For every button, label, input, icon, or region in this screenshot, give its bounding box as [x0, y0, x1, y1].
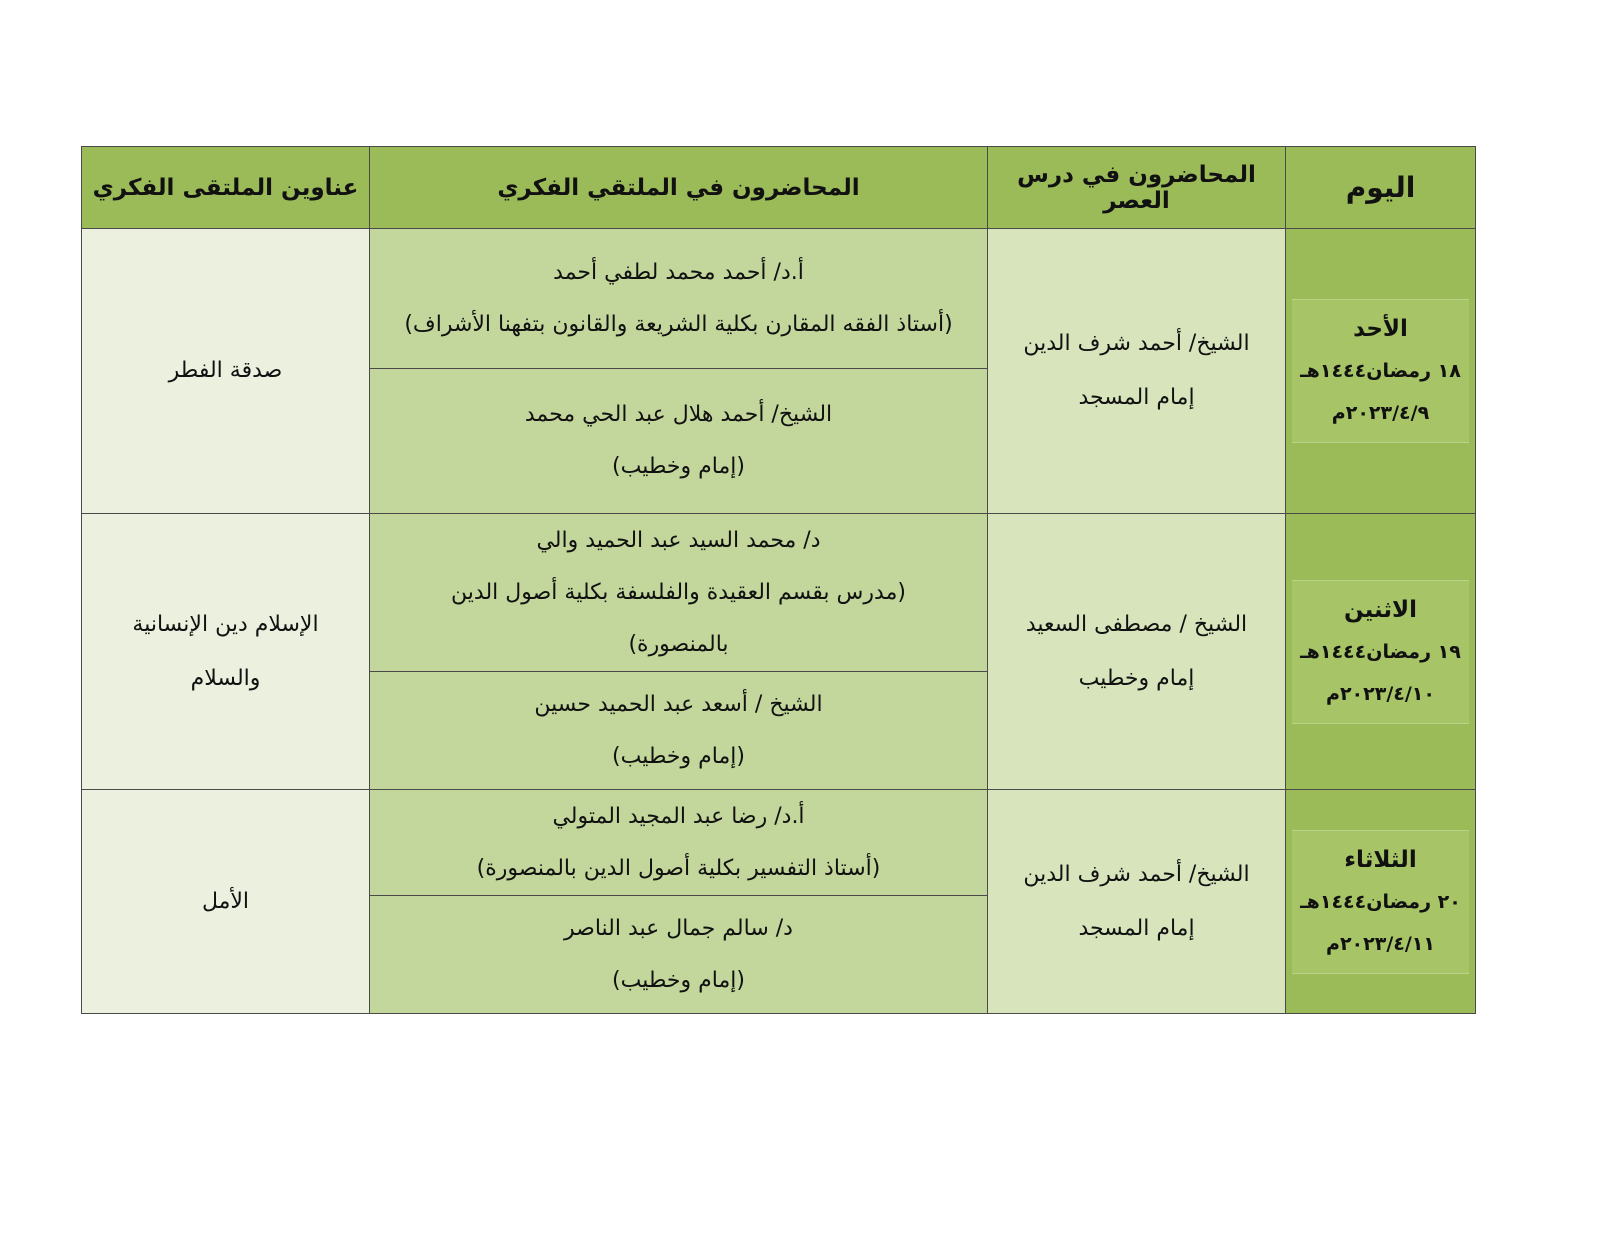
forum-lecturer-name: د/ سالم جمال عبد الناصر: [564, 915, 793, 941]
forum-title-cont: والسلام: [190, 665, 261, 691]
forum-lecturer-cell: [370, 672, 988, 790]
forum-lecturer-cell: [370, 790, 988, 896]
forum-lecturer-role: (إمام وخطيب): [612, 967, 745, 993]
day-name: الاثنين: [1343, 596, 1418, 623]
asr-lecturer-cell: [988, 229, 1286, 514]
forum-lecturer-role: (أستاذ التفسير بكلية أصول الدين بالمنصورة): [476, 855, 881, 881]
day-cell: [1286, 790, 1476, 1014]
forum-lecturer-role-cont: بالمنصورة): [628, 631, 729, 657]
forum-lecturer-cell: [370, 369, 988, 514]
forum-lecturer-name: الشيخ / أسعد عبد الحميد حسين: [534, 691, 823, 717]
forum-title-cell: [82, 229, 370, 514]
forum-lecturer-role: (أستاذ الفقه المقارن بكلية الشريعة والقانون بتفهنا الأشراف): [404, 311, 953, 337]
forum-lecturer-name: أ.د/ أحمد محمد لطفي أحمد: [553, 259, 804, 285]
header-day: اليوم: [1286, 147, 1476, 229]
gregorian-date: ٢٠٢٣/٤/٩م: [1331, 402, 1430, 424]
table-row: [82, 514, 1476, 672]
forum-lecturer-role: (إمام وخطيب): [612, 743, 745, 769]
schedule-table: [81, 146, 1476, 1014]
day-name: الثلاثاء: [1344, 846, 1417, 873]
asr-lecturer-role: إمام المسجد: [1078, 385, 1195, 410]
forum-lecturer-role: (مدرس بقسم العقيدة والفلسفة بكلية أصول الدين: [451, 579, 906, 605]
gregorian-date: ٢٠٢٣/٤/١١م: [1326, 932, 1435, 955]
asr-lecturer-cell: [988, 790, 1286, 1014]
forum-title-cell: [82, 790, 370, 1014]
asr-lecturer-name: الشيخ/ أحمد شرف الدين: [1023, 331, 1250, 356]
gregorian-date: ٢٠٢٣/٤/١٠م: [1326, 682, 1435, 705]
header-forum-titles: عناوين الملتقى الفكري: [82, 147, 370, 229]
forum-lecturer-name: الشيخ/ أحمد هلال عبد الحي محمد: [524, 402, 833, 427]
forum-lecturer-role: (إمام وخطيب): [612, 454, 745, 479]
table-row: [82, 790, 1476, 896]
header-asr-lecturers: المحاضرون في درس العصر: [988, 147, 1286, 229]
asr-lecturer-role: إمام وخطيب: [1078, 665, 1195, 691]
forum-title: صدقة الفطر: [168, 358, 283, 383]
forum-lecturer-name: أ.د/ رضا عبد المجيد المتولي: [552, 803, 805, 829]
forum-lecturer-cell: [370, 896, 988, 1014]
forum-lecturer-cell: [370, 229, 988, 369]
day-name: الأحد: [1353, 316, 1408, 342]
header-row: [82, 147, 1476, 229]
forum-lecturer-name: د/ محمد السيد عبد الحميد والي: [536, 527, 821, 553]
forum-lecturer-cell: [370, 514, 988, 672]
hijri-date: ٢٠ رمضان١٤٤٤هـ: [1300, 890, 1461, 913]
asr-lecturer-cell: [988, 514, 1286, 790]
forum-title: الإسلام دين الإنسانية: [132, 611, 319, 637]
hijri-date: ١٩ رمضان١٤٤٤هـ: [1300, 640, 1461, 663]
hijri-date: ١٨ رمضان١٤٤٤هـ: [1300, 360, 1461, 382]
day-cell: [1286, 514, 1476, 790]
table-row: [82, 229, 1476, 369]
day-cell: [1286, 229, 1476, 514]
header-forum-lecturers: المحاضرون في الملتقي الفكري: [370, 147, 988, 229]
asr-lecturer-name: الشيخ/ أحمد شرف الدين: [1023, 861, 1250, 887]
asr-lecturer-name: الشيخ / مصطفى السعيد: [1025, 611, 1248, 637]
forum-title: الأمل: [201, 888, 250, 914]
forum-title-cell: [82, 514, 370, 790]
asr-lecturer-role: إمام المسجد: [1078, 915, 1195, 941]
